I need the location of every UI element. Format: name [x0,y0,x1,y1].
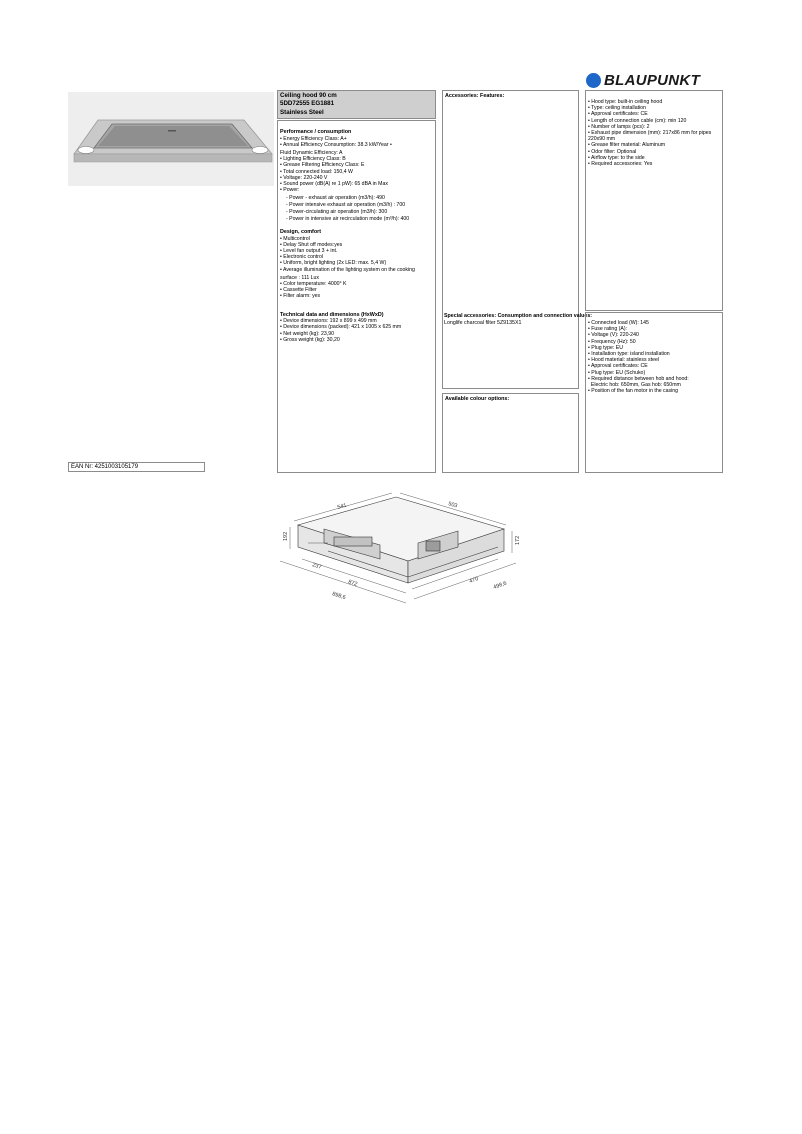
dim-label: 470 [468,576,480,585]
list-item: • Device dimensions: 192 x 899 x 499 mm [280,318,377,325]
list-item: 220x90 mm [588,136,616,143]
product-title: Ceiling hood 90 cm [280,92,337,99]
technical-list [280,318,433,343]
list-item: • Required distance between hob and hood: [588,375,689,382]
performance-heading: Performance / consumption [280,129,352,135]
list-item: • Grease Filtering Efficiency Class: E [280,162,365,169]
dim-label: 192 [283,531,289,541]
list-item: • Power: [280,187,300,194]
dim-label: 503 [447,501,458,510]
features-list [588,99,720,167]
list-item: • Exhaust pipe dimension (mm): 217x86 mm for pipes [588,130,712,137]
list-item: • Voltage (V): 220-240 [588,332,639,339]
connection-list [588,320,720,394]
specs-column [277,120,436,473]
list-item: • Type: ceiling installation [588,105,646,112]
list-item: - Power intensive exhaust air operation (m3/h) : 700 [286,201,406,208]
product-title-block [277,90,436,119]
technical-heading: Technical data and dimensions (HxWxD) [280,311,384,318]
connection-values-box [585,312,723,473]
dim-label: 898,6 [331,591,347,602]
list-item: • Filter alarm: yes [280,293,321,300]
list-item: • Cassette Filter [280,287,317,294]
design-heading: Design, comfort [280,229,322,236]
list-item: • Lighting Efficiency Class: B [280,156,346,163]
list-item: • Sound power (dB(A) re 1 pW): 65 dBA in Max [280,180,388,187]
list-item: - Power in intensive air recirculation mode (m³/h): 400 [286,215,410,222]
colour-options-heading: Available colour options: [445,396,510,402]
list-item: • Grease filter material: Aluminum [588,142,666,149]
ean-code: EAN Nr: 4251003105179 [68,462,205,472]
product-finish: Stainless Steel [280,108,324,116]
list-item: surface : 111 Lux [280,274,320,281]
colour-options-box [442,393,579,473]
dim-label: 872 [347,579,358,588]
dim-label: 498,6 [492,580,508,591]
brand-logo-mark [586,73,601,88]
special-accessory-item: Longlife charcoal filter 5Z9135X1 [444,320,522,326]
accessories-box [442,90,579,389]
list-item: • Color temperature: 4000° K [280,281,347,288]
list-item: • Approval certificates: CE [588,111,648,118]
list-item: • Gross weight (kg): 30,20 [280,336,340,343]
list-item: • Voltage: 220-240 V [280,174,328,181]
list-item: • Approval certificates: CE [588,363,648,370]
list-item: • Number of lamps (pcs): 2 [588,123,650,130]
list-item: • Net weight (kg): 23,90 [280,330,335,337]
special-accessories-heading: Special accessories: Consumption and connection values: [444,313,593,319]
list-item: • Device dimensions (packed): 421 x 1005 x 625 mm [280,324,402,331]
brand-logo [586,72,718,90]
list-item: • Position of the fan motor in the casing [588,388,679,395]
list-item: - Power-circulating air operation (m3/h): 300 [286,208,388,215]
list-item: • Installation type: island installation [588,351,670,358]
list-item: • Required accessories: Yes [588,161,653,168]
list-item: • Multicontrol [280,235,310,242]
list-item: • Total connected load: 150,4 W [280,168,353,175]
list-item: • Fuse rating (A): [588,326,628,333]
list-item: • Level fan output 3 + int. [280,248,338,255]
list-item: • Airflow type: to the side [588,154,645,161]
dim-label: 541 [336,502,348,511]
list-item: • Energy Efficiency Class: A+ [280,135,347,142]
dim-label: 237 [311,562,322,571]
list-item: • Odor filter: Optional [588,148,637,155]
list-item: • Frequency (Hz): 50 [588,338,636,345]
list-item: Fluid Dynamic Efficiency: A [280,149,343,156]
list-item: • Uniform, bright lighting (2x LED: max. 5,4 W) [280,260,387,267]
list-item: - Power - exhaust air operation (m3/h): 490 [286,195,385,202]
design-list [280,236,433,300]
list-item: • Annual Efficiency Consumption: 38.3 kW/Year • [280,141,392,148]
product-image [68,92,274,186]
list-item: • Plug type: EU [588,344,623,351]
list-item: • Delay Shut off modes:yes [280,241,343,248]
list-item: • Hood material: stainless steel [588,357,660,364]
list-item: Electric hob: 650mm, Gas hob: 650mm [588,382,681,389]
list-item: • Length of connection cable (cm): min 120 [588,117,687,124]
ceiling-hood-illustration [68,92,274,186]
brand-logo-text: BLAUPUNKT [604,72,701,89]
list-item: • Connected load (W): 145 [588,320,649,326]
list-item: • Electronic control [280,254,324,261]
list-item: • Hood type: built-in ceiling hood [588,99,663,105]
list-item: • Average illumination of the lighting system on the cooking [280,266,415,273]
dimension-drawing [268,485,530,610]
product-model: 5DD72555 EG1881 [280,100,335,108]
performance-list [280,136,433,223]
dim-label: 172 [515,535,521,545]
features-box [585,90,723,311]
list-item: • Plug type: EU (Schuko) [588,369,646,376]
accessories-heading: Accessories: Features: [445,93,505,99]
